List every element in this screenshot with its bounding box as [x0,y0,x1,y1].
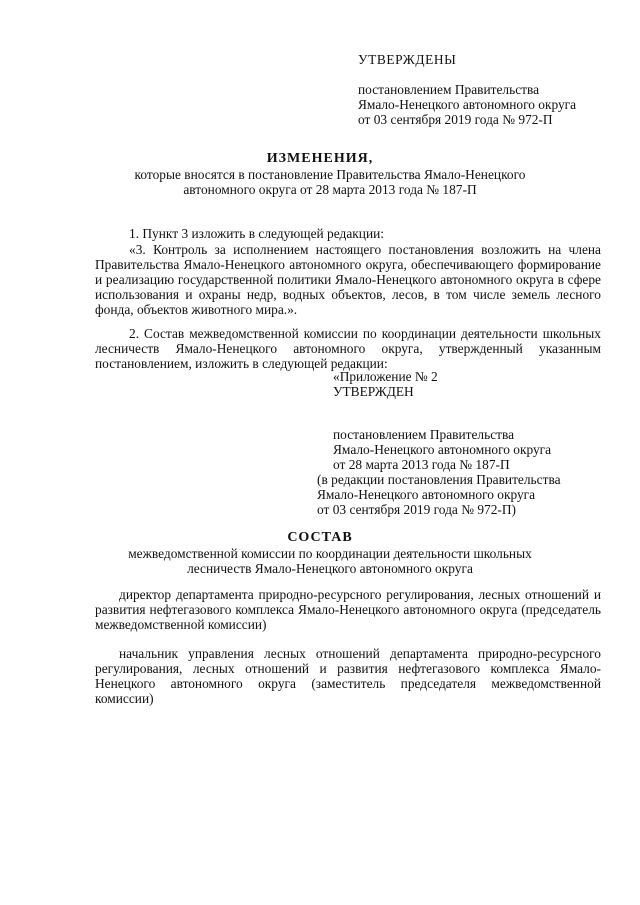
approval-line-2: Ямало-Ненецкого автономного округа [358,97,577,112]
member-item: директор департамента природно-ресурсного регулирования, лесных отношений и развития нефтегазового комплекса Ямало-Ненецкого автономного округа (председатель межведомственной комиссии) [95,587,601,632]
appendix-line-5: Ямало-Ненецкого автономного округа [317,487,536,502]
appendix-block [317,369,623,517]
item-1-text: «3. Контроль за исполнением настоящего постановления возложить на члена Правительства Ямало-Ненецкого автономного округа, обеспечивающего формирование и реализацию государственной политики Ямало-Ненецкого автономного округа в сфере использования и охраны недр, водных объектов, лесов, в том числе земель лесного фонда, объектов животного мира.». [95,242,601,317]
document-title: ИЗМЕНЕНИЯ, [266,151,374,166]
appendix-label: «Приложение № 2 [333,369,438,384]
approval-line-1: постановлением Правительства [358,82,540,97]
appendix-line-2: Ямало-Ненецкого автономного округа [333,442,552,457]
approval-block [358,52,618,127]
composition-title: СОСТАВ [287,530,353,545]
appendix-approved: УТВЕРЖДЕН [333,384,414,399]
appendix-line-3: от 28 марта 2013 года № 187-П [333,457,510,472]
approval-heading: УТВЕРЖДЕНЫ [358,52,457,67]
item-1-intro: 1. Пункт 3 изложить в следующей редакции: [129,226,385,241]
member-item: начальник управления лесных отношений департамента природно-ресурсного регулирования, лесных отношений и развития нефтегазового комплекса Ямало-Ненецкого автономного округа (заместитель председателя межведомственной комиссии) [95,646,601,706]
composition-subtitle: межведомственной комиссии по координации деятельности школьных лесничеств Ямало-Ненецкого автономного округа [128,546,532,576]
appendix-line-4: (в редакции постановления Правительства [317,472,561,487]
appendix-line-1: постановлением Правительства [333,427,515,442]
approval-line-3: от 03 сентября 2019 года № 972-П [358,112,553,127]
document-subtitle: которые вносятся в постановление Правительства Ямало-Ненецкого автономного округа от 28 марта 2013 года № 187-П [134,167,526,197]
appendix-line-6: от 03 сентября 2019 года № 972-П) [317,502,517,517]
item-2-text: 2. Состав межведомственной комиссии по координации деятельности школьных лесничеств Ямало-Ненецкого автономного округа, утвержденный указанным постановлением, изложить в следующей редакции: [95,326,601,371]
